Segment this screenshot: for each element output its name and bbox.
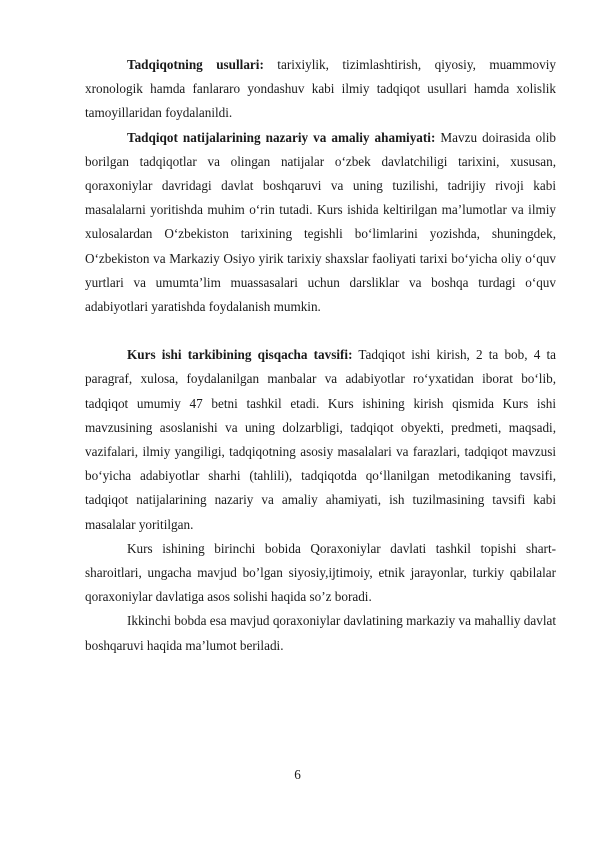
paragraph-chapter-two	[85, 609, 556, 657]
paragraph-text: Ikkinchi bobda esa mavjud qoraxoniylar davlatining markaziy va mahalliy davlat boshqaruvi haqida ma’lumot beriladi.	[85, 613, 556, 653]
paragraph-text: Kurs ishining birinchi bobida Qoraxoniylar davlati tashkil topishi shart-sharoitlari, ungacha mavjud bo’lgan siyosiy,ijtimoiy, etnik jarayonlar, turkiy qabilalar qoraxoniylar davlatiga asos solishi haqida so’z boradi.	[85, 540, 556, 605]
heading-structure: Kurs ishi tarkibining qisqacha tavsifi:	[127, 347, 353, 363]
heading-significance: Tadqiqot natijalarining nazariy va amaliy ahamiyati:	[127, 129, 436, 145]
paragraph-text: Mavzu doirasida olib borilgan tadqiqotlar va olingan natijalar o‘zbek davlatchiligi tarixini, xususan, qoraxoniylar davridagi davlat boshqaruvi va uning tuzilishi, tadrijiy rivoji kabi masalalarni yoritishda muhim o‘rin tutadi. Kurs ishida keltirilgan ma’lumotlar va ilmiy xulosalardan O‘zbekiston tarixining tegishli bo‘limlarini yozishda, shuningdek, O‘zbekiston va Markaziy Osiyo yirik tarixiy shaxslar faoliyati tarixi bo‘yicha oliy o‘quv yurtlari va umumta’lim muassasalari uchun darsliklar va boshqa turdagi o‘quv adabiyotlari yaratishda foydalanish mumkin.	[85, 129, 556, 315]
paragraph-text: Tadqiqot ishi kirish, 2 ta bob, 4 ta paragraf, xulosa, foydalanilgan manbalar va adabiyotlar ro‘yxatidan iborat bo‘lib, tadqiqot umumiy 47 betni tashkil etadi. Kurs ishining kirish qismida Kurs ishi mavzusining asoslanishi va uning dolzarbligi, tadqiqot obyekti, predmeti, maqsadi, vazifalari, ilmiy yangiligi, tadqiqotning asosiy masalalari va farazlari, tadqiqot mavzusi bo‘yicha adabiyotlar sharhi (tahlili), tadqiqotda qo‘llanilgan metodikaning tavsifi, tadqiqot natijalarining nazariy va amaliy ahamiyati, ish tuzilmasining tavsifi kabi masalalar yoritilgan.	[85, 347, 556, 532]
page-number: 6	[294, 767, 301, 782]
paragraph-chapter-one	[85, 537, 556, 610]
heading-research-methods: Tadqiqotning usullari:	[127, 57, 264, 72]
paragraph-significance	[85, 126, 556, 320]
document-body	[85, 53, 556, 658]
paragraph-text: tarixiylik, tizimlashtirish, qiyosiy, muammoviy xronologik hamda fanlararo yondashuv kabi ilmiy tadqiqot usullari hamda xolislik tamoyillaridan foydalanildi.	[85, 57, 556, 121]
paragraph-structure	[85, 343, 556, 537]
paragraph-research-methods	[85, 53, 556, 126]
